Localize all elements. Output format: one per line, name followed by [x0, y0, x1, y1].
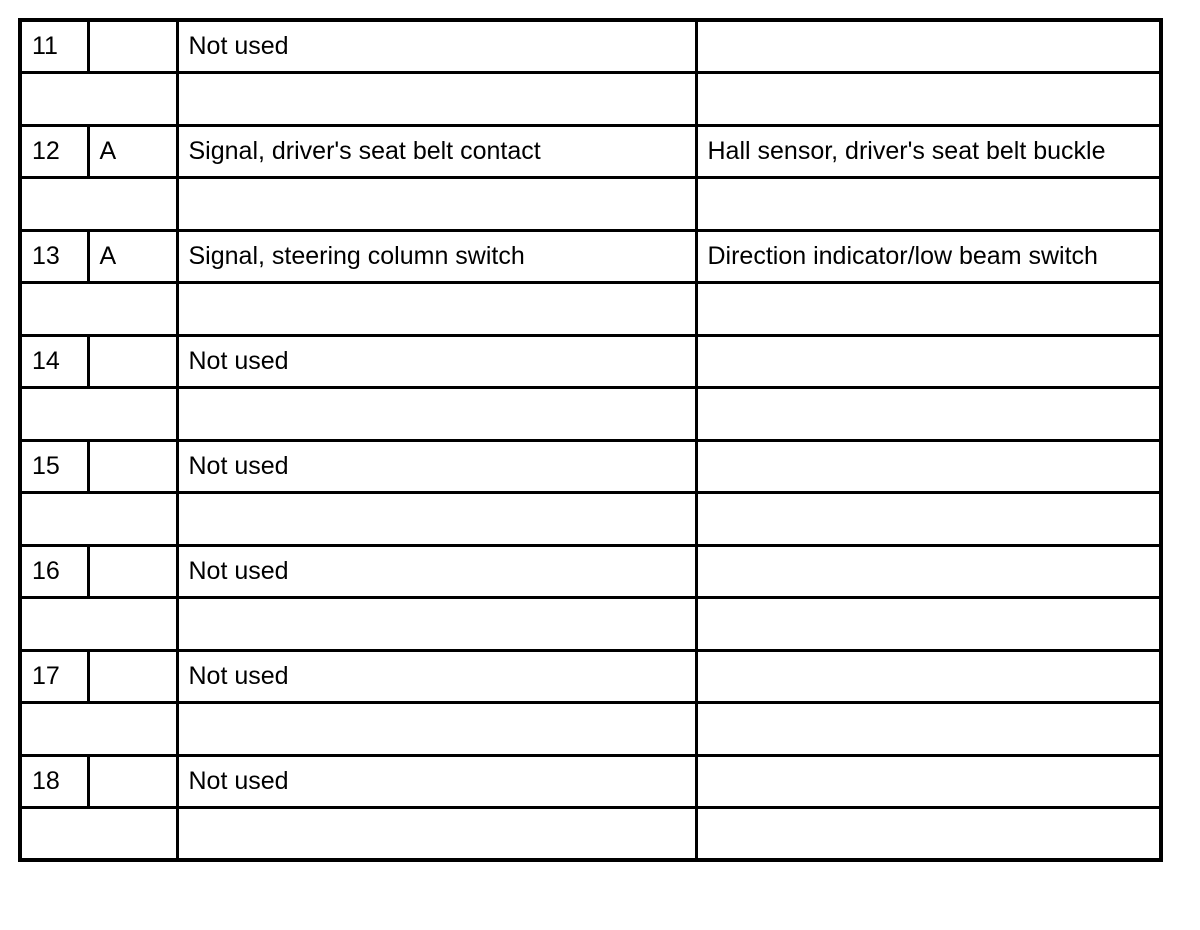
function-cell: Not used: [177, 20, 696, 73]
spacer-cell: [20, 388, 177, 441]
spacer-cell: [177, 73, 696, 126]
function-cell: Not used: [177, 440, 696, 493]
pin-row: [20, 545, 1161, 598]
spacer-cell: [696, 703, 1161, 756]
pin-number-cell: 14: [20, 335, 88, 388]
spacer-row: [20, 178, 1161, 231]
spacer-cell: [177, 703, 696, 756]
spacer-row: [20, 283, 1161, 336]
pin-number-cell: 18: [20, 755, 88, 808]
spacer-cell: [177, 808, 696, 861]
component-cell: [696, 20, 1161, 73]
spacer-row: [20, 808, 1161, 861]
table-body: [20, 20, 1161, 860]
spacer-cell: [696, 598, 1161, 651]
component-cell: [696, 650, 1161, 703]
pin-assignment-table: [18, 18, 1163, 862]
signal-code-cell: [88, 650, 177, 703]
spacer-cell: [696, 493, 1161, 546]
spacer-cell: [177, 598, 696, 651]
signal-code-cell: [88, 335, 177, 388]
pin-row: [20, 440, 1161, 493]
pin-row: [20, 335, 1161, 388]
spacer-cell: [177, 388, 696, 441]
function-cell: Not used: [177, 755, 696, 808]
spacer-cell: [177, 283, 696, 336]
pin-row: [20, 755, 1161, 808]
function-cell: Signal, steering column switch: [177, 230, 696, 283]
spacer-row: [20, 598, 1161, 651]
spacer-cell: [20, 73, 177, 126]
component-cell: Direction indicator/low beam switch: [696, 230, 1161, 283]
spacer-row: [20, 73, 1161, 126]
spacer-cell: [20, 808, 177, 861]
signal-code-cell: A: [88, 125, 177, 178]
pin-row: [20, 125, 1161, 178]
pin-number-cell: 12: [20, 125, 88, 178]
signal-code-cell: [88, 440, 177, 493]
component-cell: [696, 545, 1161, 598]
function-cell: Signal, driver's seat belt contact: [177, 125, 696, 178]
component-cell: [696, 755, 1161, 808]
function-cell: Not used: [177, 545, 696, 598]
spacer-cell: [20, 493, 177, 546]
spacer-row: [20, 388, 1161, 441]
pin-number-cell: 16: [20, 545, 88, 598]
spacer-cell: [177, 178, 696, 231]
spacer-cell: [696, 388, 1161, 441]
signal-code-cell: [88, 755, 177, 808]
spacer-row: [20, 493, 1161, 546]
spacer-cell: [696, 73, 1161, 126]
spacer-cell: [696, 808, 1161, 861]
component-cell: Hall sensor, driver's seat belt buckle: [696, 125, 1161, 178]
spacer-cell: [20, 283, 177, 336]
signal-code-cell: A: [88, 230, 177, 283]
component-cell: [696, 440, 1161, 493]
spacer-cell: [20, 178, 177, 231]
pin-row: [20, 230, 1161, 283]
spacer-cell: [20, 703, 177, 756]
pin-number-cell: 17: [20, 650, 88, 703]
signal-code-cell: [88, 545, 177, 598]
spacer-row: [20, 703, 1161, 756]
pin-number-cell: 11: [20, 20, 88, 73]
pin-row: [20, 650, 1161, 703]
function-cell: Not used: [177, 650, 696, 703]
spacer-cell: [20, 598, 177, 651]
pin-number-cell: 15: [20, 440, 88, 493]
pin-number-cell: 13: [20, 230, 88, 283]
pin-row: [20, 20, 1161, 73]
component-cell: [696, 335, 1161, 388]
spacer-cell: [696, 283, 1161, 336]
spacer-cell: [696, 178, 1161, 231]
spacer-cell: [177, 493, 696, 546]
signal-code-cell: [88, 20, 177, 73]
function-cell: Not used: [177, 335, 696, 388]
